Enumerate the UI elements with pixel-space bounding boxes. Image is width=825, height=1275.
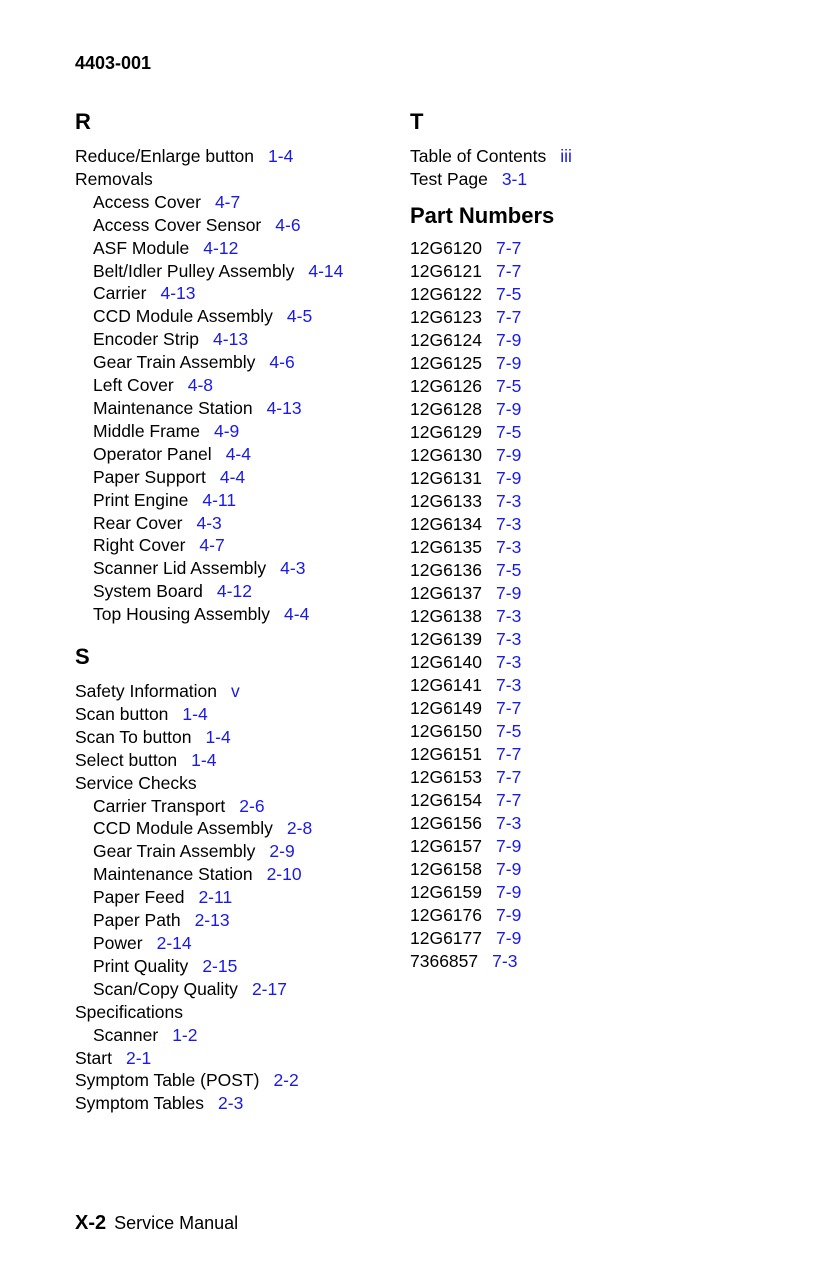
index-entry-text: 12G6125 [410,352,483,373]
index-entry [410,283,740,306]
index-entry-text: Gear Train Assembly [93,841,256,862]
index-entry-text: 12G6157 [410,835,483,856]
page-reference-link[interactable]: 7-9 [496,398,522,419]
page-reference-link[interactable]: 7-3 [492,950,518,971]
index-entry [75,557,395,580]
page-reference-link[interactable]: 4-12 [203,237,239,258]
page-reference-link[interactable]: 4-4 [225,443,251,464]
index-entry [410,651,740,674]
index-entry-text: 12G6153 [410,766,483,787]
page-reference-link[interactable]: 7-5 [496,720,522,741]
index-entry [410,628,740,651]
page-reference-link[interactable]: 4-12 [216,581,252,602]
index-entry [410,582,740,605]
index-entry-text: Encoder Strip [93,329,200,350]
page-reference-link[interactable]: 7-5 [496,421,522,442]
page-reference-link[interactable]: 7-9 [496,329,522,350]
page-reference-link[interactable]: 7-3 [496,490,522,511]
index-entry-text: 12G6122 [410,283,483,304]
index-entry-text: Removals [75,168,153,189]
page-reference-link[interactable]: 7-3 [496,536,522,557]
index-entry-text: 12G6131 [410,467,483,488]
index-entry [410,904,740,927]
page-reference-link[interactable]: 7-9 [496,467,522,488]
page-reference-link[interactable]: 4-7 [214,191,241,212]
page-reference-link[interactable]: 4-3 [280,558,306,579]
index-entry-text: 12G6149 [410,697,483,718]
page-reference-link[interactable]: 2-9 [269,841,295,862]
page-reference-link[interactable]: 4-8 [187,375,214,396]
index-entry [75,817,395,840]
index-entry-text: Power [93,933,143,953]
index-entry [410,697,740,720]
index-entry-text: 12G6124 [410,329,483,350]
index-entry-text: Right Cover [93,535,186,556]
index-entry-text: Maintenance Station [93,864,253,885]
index-entry-text: Print Engine [93,489,189,510]
page-reference-link[interactable]: 7-3 [496,513,522,534]
page-reference-link[interactable]: 7-9 [496,904,522,925]
index-entry [75,489,395,512]
part-numbers-heading: Part Numbers [410,202,555,228]
page-footer [75,1212,238,1235]
index-entry-text: 12G6154 [410,789,483,810]
index-entry-text: Carrier Transport [93,795,226,816]
page-reference-link[interactable]: 1-4 [182,703,208,724]
page-reference-link[interactable]: 7-7 [496,743,522,764]
index-entry-text: Symptom Table (POST) [75,1070,260,1091]
index-column-left [75,100,395,1115]
index-entry [75,145,395,168]
page-reference-link[interactable]: 7-9 [496,858,522,879]
index-entry-text: 12G6156 [410,812,483,833]
index-entry [410,168,740,191]
index-entry-text: Middle Frame [93,420,200,441]
index-entry-text: Select button [75,749,178,770]
page-reference-link[interactable]: 7-9 [496,444,522,465]
page-reference-link[interactable]: 7-7 [496,306,522,327]
index-entry-text: CCD Module Assembly [93,306,273,327]
page-reference-link[interactable]: 7-9 [496,927,522,948]
index-entry [410,950,740,973]
index-entry [410,858,740,881]
index-entry [75,351,395,374]
index-entry [75,168,395,191]
page-reference-link[interactable]: 7-7 [496,789,522,810]
index-entry-text: Left Cover [93,375,174,396]
index-entry [410,835,740,858]
index-entry [410,306,740,329]
index-entry [410,467,740,490]
index-entry [75,214,395,237]
index-entry [75,260,395,283]
index-entry-text: ASF Module [93,237,190,258]
index-entry-text: 12G6176 [410,904,483,925]
index-entry-text: 12G6151 [410,743,483,764]
index-entry-text: 12G6177 [410,927,483,948]
index-entry-text: Maintenance Station [93,397,253,418]
page-reference-link[interactable]: 7-9 [496,835,522,856]
page-reference-link[interactable]: 2-11 [198,887,233,908]
index-entry-text: Paper Feed [93,887,185,908]
index-entry [75,1069,395,1092]
page-reference-link[interactable]: 3-1 [501,168,528,189]
index-entry-text: 12G6137 [410,582,483,603]
index-entry [75,328,395,351]
page-reference-link[interactable]: 7-9 [496,881,522,902]
index-entry-text: Access Cover Sensor [93,214,262,235]
page-reference-link[interactable]: 4-13 [160,283,196,304]
page-reference-link[interactable]: iii [560,146,572,166]
index-entry [410,329,740,352]
page-reference-link[interactable]: 4-4 [284,604,310,625]
index-entry [75,955,395,978]
index-entry [75,1024,395,1047]
page-reference-link[interactable]: 2-1 [125,1047,152,1068]
page-reference-link[interactable]: 4-5 [286,306,313,327]
manual-title: Service Manual [114,1213,239,1233]
index-entry [410,375,740,398]
page-reference-link[interactable]: v [231,681,240,702]
page-reference-link[interactable]: 2-14 [156,933,192,953]
index-entry [75,282,395,305]
index-entry-text: Service Checks [75,772,197,793]
index-letter-heading: T [410,109,424,134]
index-entry [75,374,395,397]
page-reference-link[interactable]: 4-3 [196,512,222,533]
index-entry [75,749,395,772]
index-entry [410,421,740,444]
index-entry-text: 12G6126 [410,375,483,396]
index-entry-text: Test Page [410,168,488,189]
index-entry-text: Reduce/Enlarge button [75,146,255,166]
index-entry [75,863,395,886]
page-reference-link[interactable]: 7-3 [496,628,522,649]
index-entry [410,237,740,260]
page-reference-link[interactable]: 7-5 [496,375,522,396]
index-entry-text: Print Quality [93,955,189,976]
index-entry [75,795,395,818]
page-reference-link[interactable]: 1-4 [205,726,231,747]
index-entry [75,978,395,1001]
index-entry-text: Carrier [93,283,147,304]
index-entry [75,772,395,795]
index-entry-text: 12G6121 [410,260,483,281]
document-id: 4403-001 [75,53,152,73]
page-reference-link[interactable]: 4-13 [213,329,249,350]
index-entry-text: Symptom Tables [75,1093,205,1114]
index-entry [75,1092,395,1115]
index-entry [410,881,740,904]
page-reference-link[interactable]: 2-15 [202,955,238,976]
index-entry [75,397,395,420]
index-entry [410,444,740,467]
page-reference-link[interactable]: 2-3 [218,1093,244,1114]
index-entry [410,536,740,559]
page-reference-link[interactable]: 7-3 [496,674,522,695]
page-reference-link[interactable]: 2-13 [194,910,230,931]
index-entry-text: Scanner [93,1024,159,1045]
page-reference-link[interactable]: 4-6 [275,214,301,235]
page-reference-link[interactable]: 4-7 [199,535,225,556]
index-entry-text: 12G6129 [410,421,483,442]
index-entry [410,513,740,536]
index-entry [75,726,395,749]
index-column-right [410,100,740,973]
page-reference-link[interactable]: 7-9 [496,352,522,373]
page-reference-link[interactable]: 7-7 [496,766,522,787]
index-entry-text: 12G6134 [410,513,483,534]
page-reference-link[interactable]: 2-2 [273,1070,299,1091]
page-reference-link[interactable]: 4-9 [213,420,240,441]
index-entry [75,932,395,955]
index-entry-text: Scan button [75,703,169,724]
index-entry [75,237,395,260]
index-entry [75,305,395,328]
page-reference-link[interactable]: 1-2 [172,1024,198,1045]
index-entry [75,1001,395,1024]
index-entry [75,909,395,932]
page-reference-link[interactable]: 7-7 [496,237,522,258]
index-entry [75,1047,395,1070]
index-entry-text: Start [75,1047,112,1068]
index-entry-text: 12G6139 [410,628,483,649]
index-entry-text: 12G6150 [410,720,483,741]
index-entry-text: 12G6159 [410,881,483,902]
index-entry [410,743,740,766]
index-entry [410,812,740,835]
index-entry-text: 12G6140 [410,651,483,672]
index-entry-text: Operator Panel [93,443,212,464]
index-entry-text: 12G6120 [410,237,483,258]
page-reference-link[interactable]: 7-3 [496,651,522,672]
index-entry-text: 12G6123 [410,306,483,327]
page-reference-link[interactable]: 4-4 [219,466,246,487]
index-entry-text: Specifications [75,1001,183,1022]
index-entry [410,674,740,697]
page-reference-link[interactable]: 2-10 [266,864,302,885]
index-entry-text: Access Cover [93,191,201,212]
index-entry-text: 12G6133 [410,490,483,511]
index-entry-text: CCD Module Assembly [93,818,273,839]
index-entry [410,352,740,375]
page-reference-link[interactable]: 7-3 [496,605,522,626]
index-entry [75,680,395,703]
index-letter-heading: S [75,644,90,670]
index-entry-text: 12G6158 [410,858,483,879]
index-entry-text: Scan To button [75,726,192,747]
index-entry-text: Gear Train Assembly [93,352,256,373]
index-entry-text: Top Housing Assembly [93,604,271,625]
page-reference-link[interactable]: 7-7 [496,260,522,281]
index-entry [410,789,740,812]
index-entry [410,766,740,789]
index-entry [410,490,740,513]
page-reference-link[interactable]: 7-5 [496,559,522,580]
index-entry [75,840,395,863]
page-reference-link[interactable]: 4-6 [269,352,295,373]
index-entry-text: Scan/Copy Quality [93,978,238,999]
index-entry-text: 12G6138 [410,605,483,626]
index-entry-text: Paper Path [93,910,181,931]
index-entry-text: Safety Information [75,681,218,702]
page-reference-link[interactable]: 4-11 [202,489,237,510]
index-entry [410,559,740,582]
page-reference-link[interactable]: 7-7 [496,697,522,718]
index-entry-text: Rear Cover [93,512,183,533]
index-entry-text: Scanner Lid Assembly [93,558,267,579]
page-reference-link[interactable]: 4-13 [266,397,302,418]
index-entry [75,420,395,443]
index-entry [410,927,740,950]
page-reference-link[interactable]: 7-5 [496,283,522,304]
index-entry [75,191,395,214]
index-letter-heading: R [75,109,91,134]
index-entry [410,145,740,168]
index-entry-text: System Board [93,581,203,602]
index-entry [410,398,740,421]
index-entry-text: 12G6136 [410,559,483,580]
index-entry [410,260,740,283]
page-reference-link[interactable]: 2-6 [239,795,265,816]
index-entry [75,512,395,535]
index-entry-text: Table of Contents [410,146,547,166]
page-reference-link[interactable]: 4-14 [308,260,344,281]
index-entry [410,720,740,743]
page-reference-link[interactable]: 7-9 [496,582,522,603]
index-entry [75,534,395,557]
index-entry-text: 12G6135 [410,536,483,557]
page-reference-link[interactable]: 2-17 [251,978,287,999]
index-entry-text: Belt/Idler Pulley Assembly [93,260,295,281]
page-reference-link[interactable]: 2-8 [286,818,313,839]
index-entry [75,703,395,726]
index-entry [75,443,395,466]
page-reference-link[interactable]: 7-3 [496,812,522,833]
index-entry [410,605,740,628]
page-reference-link[interactable]: 1-4 [191,749,217,770]
index-entry [75,603,395,626]
index-entry-text: 12G6128 [410,398,483,419]
index-entry [75,466,395,489]
index-entry-text: 12G6141 [410,674,483,695]
page-reference-link[interactable]: 1-4 [268,146,294,166]
index-entry [75,580,395,603]
index-entry-text: 7366857 [410,950,479,971]
index-entry-text: Paper Support [93,466,206,487]
index-entry [75,886,395,909]
page-number: X-2 [75,1212,107,1234]
index-entry-text: 12G6130 [410,444,483,465]
